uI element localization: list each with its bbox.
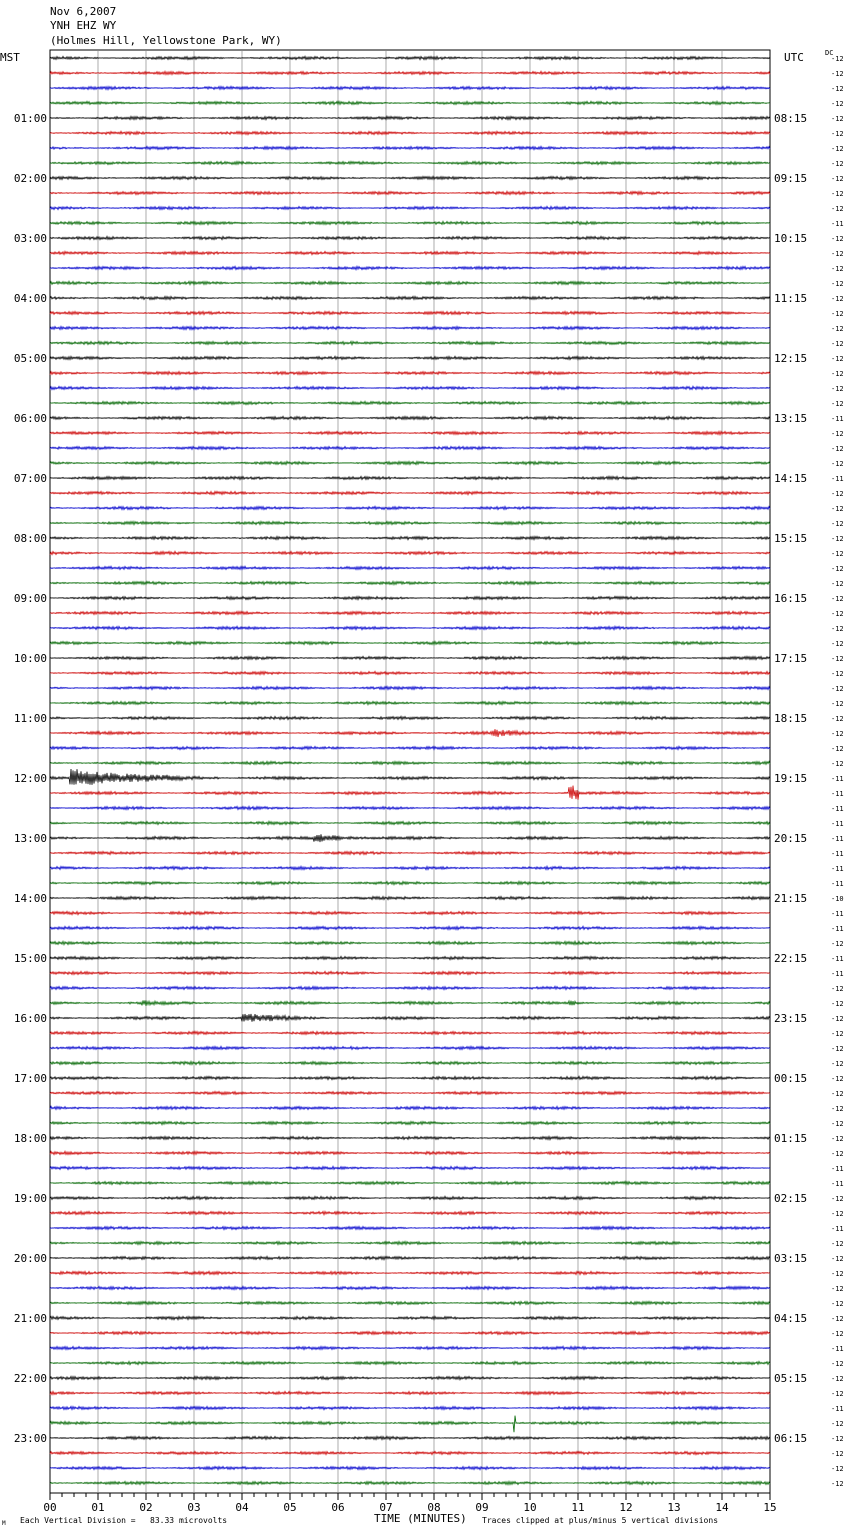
seismic-trace	[50, 386, 770, 389]
dc-offset-label: -11	[831, 925, 844, 933]
dc-offset-label: -11	[831, 220, 844, 228]
dc-offset-label: -12	[831, 535, 844, 543]
seismic-trace	[50, 1121, 770, 1124]
seismic-trace	[50, 1136, 770, 1139]
mst-hour-label: 13:00	[13, 832, 47, 845]
utc-hour-label: 12:15	[774, 352, 808, 365]
dc-offset-label: -12	[831, 1045, 844, 1053]
dc-offset-label: -11	[831, 775, 844, 783]
dc-offset-label: -12	[831, 1135, 844, 1143]
dc-offset-label: -12	[831, 325, 844, 333]
dc-offset-label: -12	[831, 1255, 844, 1263]
seismic-trace	[50, 986, 770, 989]
seismic-trace	[50, 656, 770, 659]
dc-offset-label: -11	[831, 970, 844, 978]
dc-offset-label: -12	[831, 1420, 844, 1428]
seismic-trace	[50, 1346, 770, 1349]
seismic-trace	[50, 746, 770, 749]
seismic-trace	[50, 1416, 770, 1433]
seismic-trace	[50, 461, 770, 464]
x-tick-label: 13	[667, 1501, 681, 1514]
dc-offset-label: -12	[831, 145, 844, 153]
mst-hour-label: 19:00	[13, 1192, 47, 1205]
dc-offset-label: -12	[831, 85, 844, 93]
dc-offset-label: -12	[831, 625, 844, 633]
dc-offset-label: -12	[831, 1030, 844, 1038]
seismic-trace	[50, 446, 770, 449]
seismic-trace	[50, 971, 770, 974]
x-tick-label: 05	[283, 1501, 297, 1514]
dc-offset-label: -12	[831, 1000, 844, 1008]
seismic-trace	[50, 581, 770, 584]
dc-offset-label: -12	[831, 295, 844, 303]
x-tick-label: 15	[763, 1501, 777, 1514]
dc-offset-label: -12	[831, 670, 844, 678]
seismic-trace	[50, 1451, 770, 1454]
grid-layer	[50, 50, 770, 1500]
dc-offset-label: -12	[831, 250, 844, 258]
x-tick-label: 12	[619, 1501, 633, 1514]
dc-offset-label: -12	[831, 1150, 844, 1158]
dc-offset-label: -12	[831, 190, 844, 198]
seismic-trace	[50, 1316, 770, 1319]
dc-offset-label: -12	[831, 1120, 844, 1128]
dc-offset-label: -12	[831, 70, 844, 78]
seismic-trace	[50, 821, 770, 824]
corner-mark: M	[2, 1520, 6, 1527]
utc-hour-label: 20:15	[774, 832, 808, 845]
seismic-trace	[50, 1031, 770, 1034]
mst-hour-label: 23:00	[13, 1432, 47, 1445]
seismic-trace	[50, 716, 770, 719]
dc-offset-label: -12	[831, 430, 844, 438]
seismic-trace	[50, 1286, 770, 1289]
seismic-trace	[50, 521, 770, 524]
dc-offset-label: -12	[831, 1075, 844, 1083]
seismic-trace	[50, 1481, 770, 1484]
dc-offset-label: -11	[831, 955, 844, 963]
dc-offset-label: -12	[831, 1195, 844, 1203]
seismic-trace	[50, 1256, 770, 1259]
x-tick-label: 07	[379, 1501, 393, 1514]
seismic-trace	[50, 56, 770, 59]
dc-offset-label: -12	[831, 1090, 844, 1098]
seismic-trace	[50, 1151, 770, 1154]
trace-layer	[50, 56, 770, 1484]
utc-hour-label: 19:15	[774, 772, 808, 785]
dc-offset-label: -12	[831, 370, 844, 378]
seismic-trace	[50, 729, 770, 737]
seismic-trace	[50, 1241, 770, 1244]
dc-offset-label: -12	[831, 115, 844, 123]
seismic-trace	[50, 896, 770, 899]
utc-hour-label: 16:15	[774, 592, 808, 605]
seismic-trace	[50, 236, 770, 239]
dc-offset-label: -12	[831, 940, 844, 948]
seismic-trace	[50, 1361, 770, 1364]
seismic-trace	[50, 536, 770, 539]
dc-offset-label: -12	[831, 1435, 844, 1443]
x-tick-label: 09	[475, 1501, 489, 1514]
seismic-trace	[50, 1436, 770, 1439]
mst-hour-label: 16:00	[13, 1012, 47, 1025]
seismic-trace	[50, 1271, 770, 1274]
dc-offset-label: -11	[831, 910, 844, 918]
dc-offset-label: -12	[831, 655, 844, 663]
seismic-trace	[50, 251, 770, 254]
dc-offset-label: -11	[831, 475, 844, 483]
dc-offset-label: -11	[831, 805, 844, 813]
seismic-trace	[50, 416, 770, 419]
dc-offset-label: -12	[831, 1060, 844, 1068]
mst-hour-label: 04:00	[13, 292, 47, 305]
dc-offset-label: -12	[831, 1105, 844, 1113]
seismic-trace	[50, 146, 770, 149]
left-axis-title-mst: MST	[0, 51, 20, 64]
dc-offset-label: -11	[831, 820, 844, 828]
dc-offset-label: -12	[831, 550, 844, 558]
seismic-trace	[50, 1061, 770, 1064]
dc-offset-label: -12	[831, 1465, 844, 1473]
dc-offset-label: -12	[831, 400, 844, 408]
seismic-trace	[50, 1391, 770, 1394]
dc-offset-label: -11	[831, 865, 844, 873]
dc-offset-label: -12	[831, 100, 844, 108]
mst-hour-label: 18:00	[13, 1132, 47, 1145]
dc-offset-label: -12	[831, 460, 844, 468]
dc-offset-label: -12	[831, 1285, 844, 1293]
seismic-trace	[50, 176, 770, 179]
dc-offset-label: -12	[831, 385, 844, 393]
seismic-trace	[50, 866, 770, 869]
mst-hour-label: 15:00	[13, 952, 47, 965]
dc-offset-label: -12	[831, 1210, 844, 1218]
seismic-trace	[50, 86, 770, 89]
mst-hour-label: 12:00	[13, 772, 47, 785]
seismic-trace	[50, 206, 770, 209]
seismic-trace	[50, 941, 770, 944]
utc-hour-label: 09:15	[774, 172, 808, 185]
dc-offset-label: -12	[831, 1375, 844, 1383]
dc-offset-label: -12	[831, 1270, 844, 1278]
x-tick-label: 04	[235, 1501, 249, 1514]
seismic-trace	[50, 1211, 770, 1214]
utc-hour-label: 14:15	[774, 472, 808, 485]
dc-offset-label: -11	[831, 1180, 844, 1188]
seismic-trace	[50, 566, 770, 569]
dc-offset-label: -12	[831, 640, 844, 648]
utc-hour-label: 21:15	[774, 892, 808, 905]
dc-offset-label: -11	[831, 790, 844, 798]
seismic-trace	[50, 551, 770, 554]
dc-offset-label: -12	[831, 280, 844, 288]
dc-offset-label: -12	[831, 1360, 844, 1368]
dc-offset-label: -12	[831, 355, 844, 363]
dc-offset-label: -12	[831, 445, 844, 453]
mst-hour-label: 21:00	[13, 1312, 47, 1325]
seismic-trace	[50, 769, 770, 785]
mst-hour-label: 08:00	[13, 532, 47, 545]
seismic-trace	[50, 806, 770, 809]
x-tick-label: 06	[331, 1501, 345, 1514]
seismic-trace	[50, 626, 770, 629]
seismic-trace	[50, 341, 770, 344]
x-tick-label: 14	[715, 1501, 729, 1514]
seismic-trace	[50, 401, 770, 404]
utc-hour-label: 13:15	[774, 412, 808, 425]
utc-hour-label: 18:15	[774, 712, 808, 725]
seismic-trace	[50, 131, 770, 134]
dc-offset-label: -12	[831, 1450, 844, 1458]
seismic-trace	[50, 851, 770, 854]
dc-offset-label: -12	[831, 1330, 844, 1338]
seismic-trace	[50, 356, 770, 359]
seismic-trace	[50, 1014, 770, 1022]
seismic-trace	[50, 476, 770, 479]
utc-hour-label: 22:15	[774, 952, 808, 965]
seismic-trace	[50, 491, 770, 494]
seismic-trace	[50, 611, 770, 614]
seismic-trace	[50, 911, 770, 914]
mst-hour-label: 22:00	[13, 1372, 47, 1385]
seismic-trace	[50, 191, 770, 194]
seismic-trace	[50, 506, 770, 509]
utc-hour-label: 04:15	[774, 1312, 808, 1325]
dc-offset-label: -11	[831, 1225, 844, 1233]
seismic-trace	[50, 266, 770, 269]
mst-hour-label: 01:00	[13, 112, 47, 125]
mst-hour-label: 03:00	[13, 232, 47, 245]
seismic-trace	[50, 761, 770, 764]
seismic-trace	[50, 926, 770, 929]
dc-offset-label: -11	[831, 1405, 844, 1413]
dc-offset-label: -12	[831, 700, 844, 708]
seismic-trace	[50, 1076, 770, 1079]
scale-note: Each Vertical Division = 83.33 microvolts	[20, 1516, 228, 1525]
dc-offset-label: -11	[831, 1345, 844, 1353]
mst-hour-label: 06:00	[13, 412, 47, 425]
utc-hour-label: 02:15	[774, 1192, 808, 1205]
seismic-trace	[50, 371, 770, 374]
mst-hour-label: 10:00	[13, 652, 47, 665]
seismic-trace	[50, 1226, 770, 1229]
mst-hour-label: 09:00	[13, 592, 47, 605]
seismic-trace	[50, 1196, 770, 1199]
utc-hour-label: 17:15	[774, 652, 808, 665]
seismic-trace	[50, 1406, 770, 1409]
dc-column-title: DC	[825, 49, 834, 57]
utc-hour-label: 01:15	[774, 1132, 808, 1145]
x-tick-label: 03	[187, 1501, 201, 1514]
utc-hour-label: 15:15	[774, 532, 808, 545]
utc-hour-label: 03:15	[774, 1252, 808, 1265]
seismic-trace	[50, 1166, 770, 1169]
seismic-trace	[50, 1301, 770, 1304]
utc-hour-label: 10:15	[774, 232, 808, 245]
plot-frame	[50, 50, 770, 1493]
dc-offset-label: -12	[831, 205, 844, 213]
dc-offset-label: -12	[831, 520, 844, 528]
dc-offset-label: -12	[831, 1390, 844, 1398]
dc-offset-label: -12	[831, 310, 844, 318]
x-tick-label: 11	[571, 1501, 585, 1514]
dc-offset-label: -12	[831, 745, 844, 753]
seismic-trace	[50, 71, 770, 74]
seismic-trace	[50, 116, 770, 119]
seismic-trace	[50, 161, 770, 164]
dc-offset-label: -12	[831, 1480, 844, 1488]
seismic-trace	[50, 1181, 770, 1184]
label-layer	[14, 55, 844, 1514]
mst-hour-label: 17:00	[13, 1072, 47, 1085]
x-axis-title: TIME (MINUTES)	[374, 1512, 467, 1525]
seismic-trace	[50, 1466, 770, 1469]
x-tick-label: 01	[91, 1501, 105, 1514]
dc-offset-label: -12	[831, 610, 844, 618]
seismic-trace	[50, 296, 770, 299]
seismic-trace	[50, 1091, 770, 1094]
dc-offset-label: -12	[831, 1240, 844, 1248]
seismic-trace	[50, 641, 770, 644]
mst-hour-label: 11:00	[13, 712, 47, 725]
dc-offset-label: -12	[831, 160, 844, 168]
seismic-trace	[50, 281, 770, 284]
dc-offset-label: -10	[831, 895, 844, 903]
dc-offset-label: -12	[831, 265, 844, 273]
dc-offset-label: -12	[831, 730, 844, 738]
seismic-trace	[50, 686, 770, 689]
clip-note: Traces clipped at plus/minus 5 vertical divisions	[482, 1516, 719, 1525]
dc-offset-label: -12	[831, 235, 844, 243]
dc-offset-label: -12	[831, 490, 844, 498]
mst-hour-label: 07:00	[13, 472, 47, 485]
dc-offset-label: -12	[831, 1300, 844, 1308]
seismic-trace	[50, 596, 770, 599]
dc-offset-label: -12	[831, 760, 844, 768]
dc-offset-label: -12	[831, 130, 844, 138]
dc-offset-label: -11	[831, 835, 844, 843]
plot-date: Nov 6,2007	[50, 5, 117, 18]
seismic-trace	[50, 786, 770, 800]
dc-offset-label: -12	[831, 580, 844, 588]
seismic-trace	[50, 1106, 770, 1109]
mst-hour-label: 05:00	[13, 352, 47, 365]
x-tick-label: 02	[139, 1501, 153, 1514]
x-tick-label: 10	[523, 1501, 537, 1514]
utc-hour-label: 23:15	[774, 1012, 808, 1025]
dc-offset-label: -12	[831, 565, 844, 573]
utc-hour-label: 00:15	[774, 1072, 808, 1085]
station-code: YNH EHZ WY	[50, 19, 117, 32]
seismic-trace	[50, 671, 770, 674]
seismic-trace	[50, 311, 770, 314]
dc-offset-label: -12	[831, 985, 844, 993]
seismic-trace	[50, 1046, 770, 1049]
dc-offset-label: -12	[831, 1315, 844, 1323]
dc-offset-label: -12	[831, 505, 844, 513]
seismic-trace	[50, 956, 770, 959]
station-location: (Holmes Hill, Yellowstone Park, WY)	[50, 34, 282, 47]
dc-offset-label: -12	[831, 175, 844, 183]
utc-hour-label: 08:15	[774, 112, 808, 125]
dc-offset-label: -11	[831, 415, 844, 423]
dc-offset-label: -12	[831, 55, 844, 63]
utc-hour-label: 05:15	[774, 1372, 808, 1385]
utc-hour-label: 06:15	[774, 1432, 808, 1445]
seismic-trace	[50, 326, 770, 329]
seismic-trace	[50, 431, 770, 434]
seismic-trace	[50, 221, 770, 224]
seismic-trace	[50, 1376, 770, 1379]
dc-offset-label: -12	[831, 1015, 844, 1023]
dc-offset-label: -12	[831, 685, 844, 693]
seismic-trace	[50, 701, 770, 704]
mst-hour-label: 20:00	[13, 1252, 47, 1265]
seismic-trace	[50, 834, 770, 842]
seismic-trace	[50, 1331, 770, 1334]
dc-offset-label: -12	[831, 595, 844, 603]
dc-offset-label: -11	[831, 880, 844, 888]
mst-hour-label: 02:00	[13, 172, 47, 185]
dc-offset-label: -12	[831, 340, 844, 348]
seismic-trace	[50, 101, 770, 104]
right-axis-title-utc: UTC	[784, 51, 804, 64]
seismic-trace	[50, 881, 770, 884]
mst-hour-label: 14:00	[13, 892, 47, 905]
utc-hour-label: 11:15	[774, 292, 808, 305]
seismic-trace	[50, 1000, 770, 1006]
x-tick-label: 00	[43, 1501, 57, 1514]
dc-offset-label: -11	[831, 850, 844, 858]
dc-offset-label: -12	[831, 715, 844, 723]
x-tick-label: 08	[427, 1501, 441, 1514]
dc-offset-label: -11	[831, 1165, 844, 1173]
